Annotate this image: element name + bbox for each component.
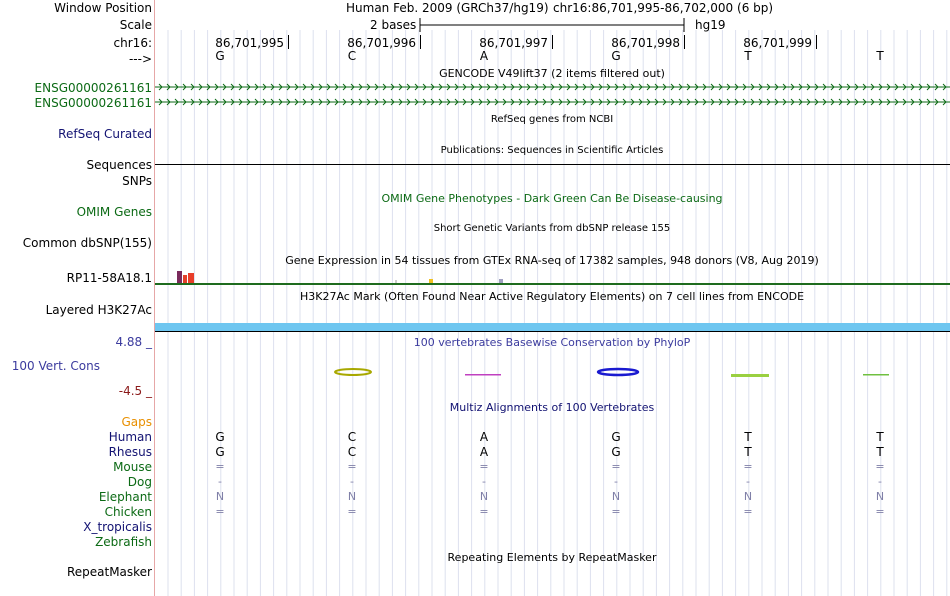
coordinate-tick [552, 35, 553, 49]
scale-label: Scale [119, 18, 152, 32]
chr-label: chr16: [113, 36, 152, 50]
alignment-base: = [479, 505, 489, 518]
alignment-base: - [746, 475, 750, 488]
base-letter: T [744, 49, 752, 63]
coordinate-tick [420, 35, 421, 49]
base-letter: C [347, 49, 357, 63]
alignment-base: N [215, 490, 225, 503]
alignment-base: N [743, 490, 753, 503]
gtex-track-label[interactable]: RP11-58A18.1 [66, 271, 152, 285]
alignment-base: N [347, 490, 357, 503]
scale-text: 2 bases [370, 18, 417, 32]
logo-a [465, 374, 501, 376]
alignment-base: A [479, 430, 489, 444]
h3k27ac-baseline [155, 331, 950, 332]
coordinate-tick [684, 35, 685, 49]
base-letter: G [611, 49, 621, 63]
h3k27ac-track-label[interactable]: Layered H3K27Ac [45, 303, 152, 317]
alignment-base: = [743, 505, 753, 518]
coordinate-tick [816, 35, 817, 49]
base-letter: A [479, 49, 489, 63]
alignment-base: = [215, 460, 225, 473]
gencode-item-label[interactable]: ENSG00000261161 [34, 96, 152, 110]
coordinate-label: 86,701,998 [611, 36, 680, 50]
refseq-track-label[interactable]: RefSeq Curated [58, 127, 152, 141]
gtex-track-title[interactable]: Gene Expression in 54 tissues from GTEx RNA-seq of 17382 samples, 948 donors (V8, Aug 2019) [285, 254, 819, 267]
alignment-base: - [878, 475, 882, 488]
refseq-track-title[interactable]: RefSeq genes from NCBI [490, 114, 614, 125]
scale-bar [418, 16, 688, 34]
alignment-base: A [479, 445, 489, 459]
alignment-base: - [350, 475, 354, 488]
omim-track-label[interactable]: OMIM Genes [76, 205, 152, 219]
alignment-base: T [876, 430, 884, 444]
window-position-label: Window Position [54, 1, 152, 15]
logo-g [598, 369, 638, 375]
alignment-base: N [875, 490, 885, 503]
repeatmasker-track-label[interactable]: RepeatMasker [66, 565, 152, 579]
sequences-line [155, 164, 950, 165]
strand-arrow-label: ---> [128, 52, 152, 66]
publications-track-title[interactable]: Publications: Sequences in Scientific Articles [440, 145, 664, 156]
species-label-mouse: Mouse [113, 460, 152, 474]
gtex-bar [499, 279, 503, 283]
coordinate-label: 86,701,999 [743, 36, 812, 50]
gtex-bar [183, 275, 187, 283]
gtex-expression-graph[interactable] [155, 268, 950, 288]
logo-t [731, 374, 769, 377]
coordinate-label: 86,701,996 [347, 36, 416, 50]
alignment-base: - [482, 475, 486, 488]
sequences-track-label[interactable]: Sequences [86, 158, 152, 172]
alignment-base: = [743, 460, 753, 473]
alignment-base: = [875, 460, 885, 473]
cons-min-label: -4.5 _ [118, 384, 152, 398]
alignment-base: = [875, 505, 885, 518]
base-letter: G [215, 49, 225, 63]
species-label-xtropicalis: X_tropicalis [83, 520, 152, 534]
base-letter: T [876, 49, 884, 63]
dbsnp-track-label[interactable]: Common dbSNP(155) [22, 236, 152, 250]
cons-track-label[interactable]: 100 Vert. Cons [11, 359, 100, 373]
alignment-base: = [611, 505, 621, 518]
alignment-base: G [215, 445, 225, 459]
coordinate-label: 86,701,997 [479, 36, 548, 50]
alignment-base: - [218, 475, 222, 488]
alignment-base: G [611, 430, 621, 444]
gtex-bar [177, 271, 182, 283]
alignment-base: = [347, 505, 357, 518]
gencode-gene-lines[interactable] [155, 82, 950, 108]
gtex-bar [429, 279, 433, 283]
logo-t2 [863, 374, 889, 376]
h3k27ac-track-title[interactable]: H3K27Ac Mark (Often Found Near Active Regulatory Elements) on 7 cell lines from ENCODE [299, 290, 805, 303]
omim-track-title[interactable]: OMIM Gene Phenotypes - Dark Green Can Be Disease-causing [381, 192, 723, 205]
h3k27ac-signal-bar[interactable] [155, 323, 950, 331]
alignment-base: G [215, 430, 225, 444]
species-label-dog: Dog [127, 475, 152, 489]
alignment-base: - [614, 475, 618, 488]
multiz-track-title[interactable]: Multiz Alignments of 100 Vertebrates [449, 401, 655, 414]
alignment-base: T [744, 430, 752, 444]
alignment-base: C [347, 445, 357, 459]
cons-track-title[interactable]: 100 vertebrates Basewise Conservation by PhyloP [413, 336, 691, 349]
alignment-base: T [744, 445, 752, 459]
alignment-base: N [479, 490, 489, 503]
alignment-base: G [611, 445, 621, 459]
gtex-bar [395, 280, 397, 283]
species-label-zebrafish: Zebrafish [95, 535, 152, 549]
assembly-text: Human Feb. 2009 (GRCh37/hg19) [346, 1, 549, 15]
species-label-human: Human [108, 430, 152, 444]
alignment-base: = [347, 460, 357, 473]
species-label-chicken: Chicken [104, 505, 152, 519]
alignment-base: = [215, 505, 225, 518]
position-text: chr16:86,701,995-86,702,000 (6 bp) [553, 1, 774, 15]
logo-c [335, 369, 371, 375]
alignment-base: C [347, 430, 357, 444]
gaps-label: Gaps [121, 415, 152, 429]
repeatmasker-track-title[interactable]: Repeating Elements by RepeatMasker [447, 551, 657, 564]
gtex-bar [188, 273, 194, 283]
species-label-rhesus: Rhesus [108, 445, 152, 459]
alignment-base: T [876, 445, 884, 459]
coordinate-tick [288, 35, 289, 49]
phylop-logo[interactable] [155, 364, 950, 384]
dbsnp-track-title[interactable]: Short Genetic Variants from dbSNP release 155 [433, 223, 671, 234]
alignment-base: N [611, 490, 621, 503]
scale-db: hg19 [695, 18, 726, 32]
cons-max-label: 4.88 _ [115, 335, 152, 349]
alignment-base: = [611, 460, 621, 473]
gencode-track-title[interactable]: GENCODE V49lift37 (2 items filtered out) [439, 67, 665, 80]
snps-track-label[interactable]: SNPs [122, 174, 152, 188]
gencode-item-label[interactable]: ENSG00000261161 [34, 81, 152, 95]
species-label-elephant: Elephant [98, 490, 152, 504]
alignment-base: = [479, 460, 489, 473]
coordinate-label: 86,701,995 [215, 36, 284, 50]
track-label-column [0, 0, 154, 596]
